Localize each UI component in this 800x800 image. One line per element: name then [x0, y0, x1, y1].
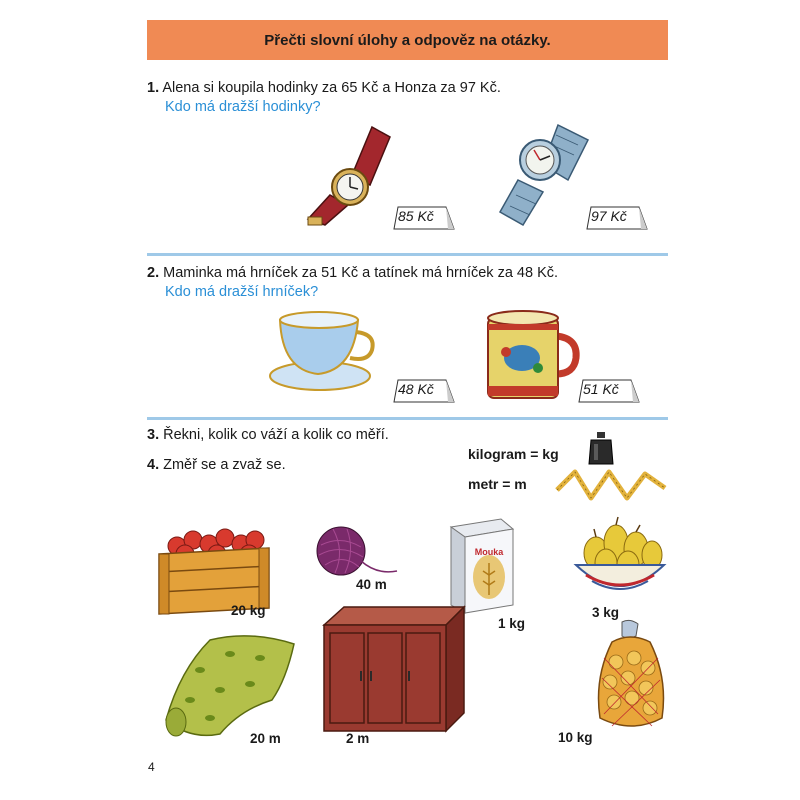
- cabinet-illustration: [318, 605, 468, 735]
- instruction-text: Přečti slovní úlohy a odpověz na otázky.: [264, 31, 551, 49]
- price-leather-watch: 85 Kč: [398, 208, 434, 224]
- weight-icon: [588, 430, 614, 466]
- potatoes-net-illustration: [592, 618, 670, 733]
- label-flour-bag: 1 kg: [498, 616, 526, 631]
- task-2-number: 2.: [147, 265, 160, 281]
- task-2-question: Kdo má dražší hrníček?: [165, 284, 319, 300]
- folding-ruler-icon: [555, 468, 667, 502]
- divider-1: [147, 253, 668, 256]
- unit-kilogram: kilogram = kg: [468, 446, 559, 462]
- task-1: [147, 78, 501, 98]
- price-blue-cup: 48 Kč: [398, 381, 434, 397]
- decorated-mug-illustration: [482, 308, 580, 403]
- task-4-number: 4.: [147, 457, 160, 473]
- task-1-question: Kdo má dražší hodinky?: [165, 99, 321, 115]
- flour-bag-illustration: [445, 515, 517, 615]
- price-tag-blue-cup: [392, 378, 452, 402]
- task-2-text: Maminka má hrníček za 51 Kč a tatínek má hrníček za 48 Kč.: [163, 265, 559, 281]
- price-tag-metal-watch: [585, 205, 645, 229]
- yarn-ball-illustration: [315, 525, 400, 580]
- price-tag-leather-watch: [392, 205, 452, 229]
- price-decorated-mug: 51 Kč: [583, 381, 619, 397]
- task-4: [147, 455, 286, 475]
- task-4-text: Změř se a zvaž se.: [163, 457, 286, 473]
- task-1-text: Alena si koupila hodinky za 65 Kč a Honza za 97 Kč.: [162, 80, 501, 96]
- label-pears-bowl: 3 kg: [592, 605, 620, 620]
- flour-brand-text: Mouka: [474, 547, 504, 557]
- instruction-banner: [147, 20, 668, 60]
- task-2: [147, 263, 558, 283]
- task-3: [147, 425, 389, 445]
- leather-watch-illustration: [300, 125, 400, 230]
- blue-cup-illustration: [268, 308, 383, 393]
- unit-metr: metr = m: [468, 476, 527, 492]
- label-yarn-ball: 40 m: [356, 577, 387, 592]
- task-1-number: 1.: [147, 80, 160, 96]
- price-tag-decorated-mug: [577, 378, 637, 402]
- label-apples-crate: 20 kg: [231, 603, 266, 618]
- page-number: 4: [148, 760, 155, 774]
- label-cabinet: 2 m: [346, 731, 370, 746]
- task-3-number: 3.: [147, 427, 160, 443]
- apples-crate-illustration: [155, 518, 273, 616]
- pears-bowl-illustration: [572, 515, 668, 605]
- label-fabric-roll: 20 m: [250, 731, 281, 746]
- divider-2: [147, 417, 668, 420]
- label-potatoes-net: 10 kg: [558, 730, 593, 745]
- metal-watch-illustration: [498, 120, 598, 230]
- price-metal-watch: 97 Kč: [591, 208, 627, 224]
- task-3-text: Řekni, kolik co váží a kolik co měří.: [163, 427, 389, 443]
- fabric-roll-illustration: [160, 630, 300, 740]
